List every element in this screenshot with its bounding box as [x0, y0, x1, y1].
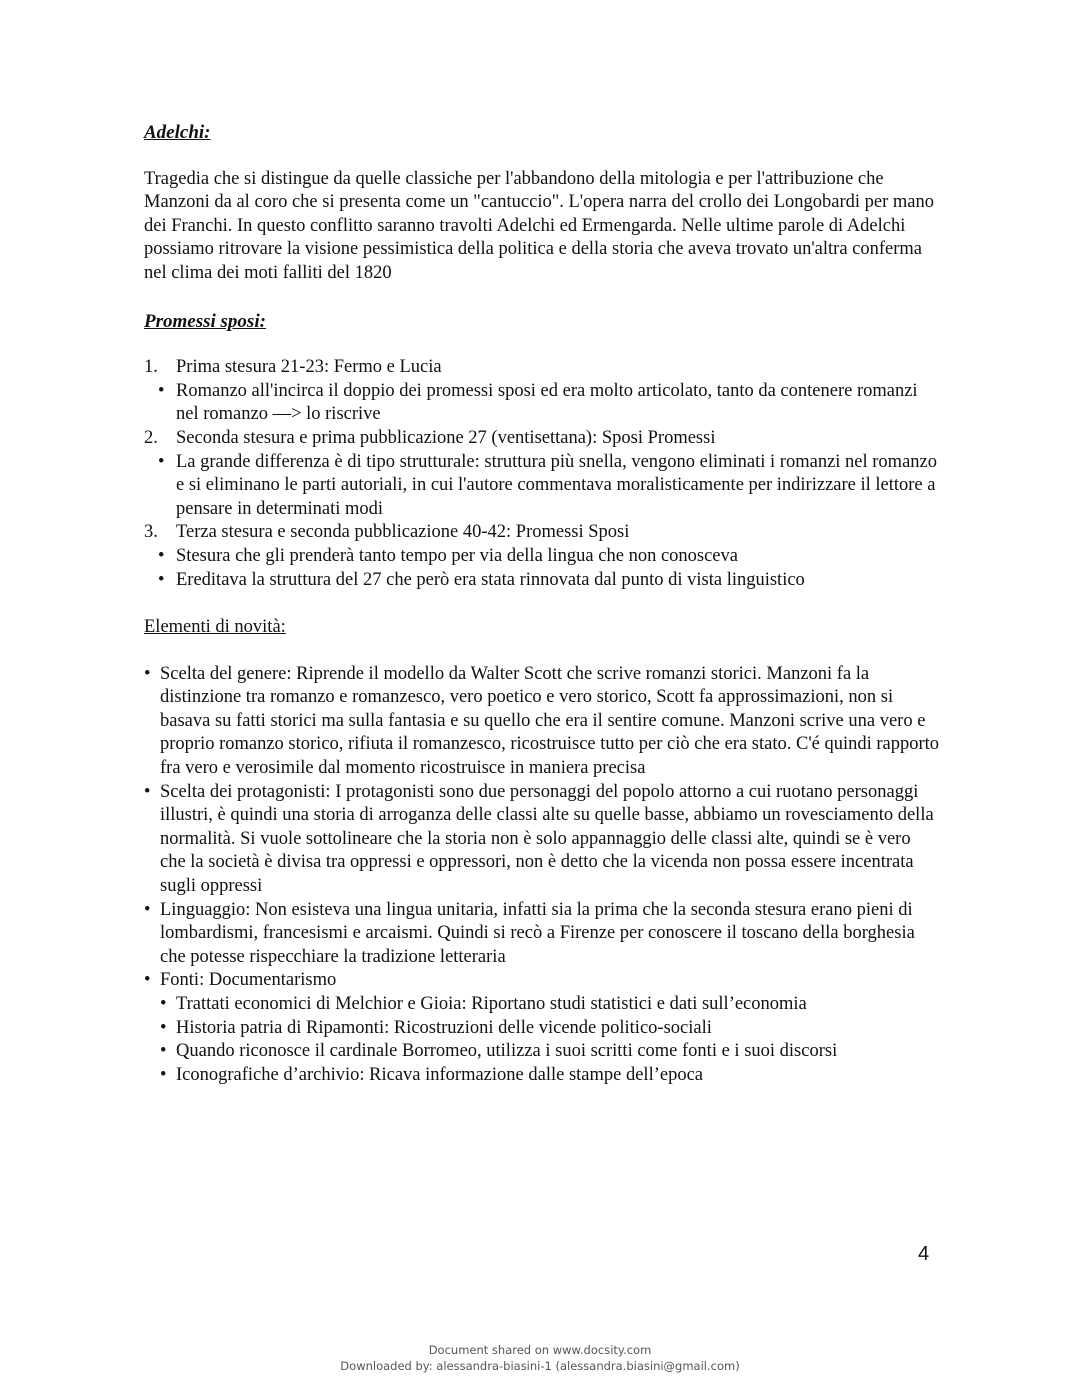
bullet-text: Quando riconosce il cardinale Borromeo, utilizza i suoi scritti come fonti e i suoi discorsi	[176, 1041, 838, 1062]
list-number: 1.	[144, 357, 158, 378]
stesura-bullets-3	[144, 545, 940, 592]
stesura-item-2	[144, 427, 940, 451]
list-item	[144, 663, 940, 781]
adelchi-paragraph: Tragedia che si distingue da quelle classiche per l'abbandono della mitologia e per l'attribuzione che Manzoni da al coro che si presenta come un "cantuccio". L'opera narra del crollo dei Longobardi per mano dei Franchi. In questo conflitto saranno travolti Adelchi ed Ermengarda. Nelle ultime parole di Adelchi possiamo ritrovare la visione pessimistica della politica e della storia che aveva trovato un'altra conferma nel clima dei moti falliti del 1820	[144, 168, 934, 283]
list-number: 3.	[144, 522, 158, 543]
bullet-icon: •	[160, 1041, 167, 1062]
footer-downloaded-line: Downloaded by: alessandra-biasini-1 (alessandra.biasini@gmail.com)	[340, 1359, 740, 1373]
bullet-icon: •	[158, 545, 165, 566]
bullet-text: Stesura che gli prenderà tanto tempo per via della lingua che non conosceva	[176, 545, 738, 566]
bullet-text: Fonti: Documentarismo	[160, 970, 337, 991]
stesura-text: Prima stesura 21-23: Fermo e Lucia	[176, 357, 442, 378]
stesura-bullets-2	[144, 451, 940, 522]
novita-list	[144, 663, 940, 1088]
stesure-list	[144, 356, 940, 592]
list-item	[144, 545, 940, 569]
bullet-text: Ereditava la struttura del 27 che però era stata rinnovata dal punto di vista linguistico	[176, 569, 805, 590]
bullet-text: Iconografiche d’archivio: Ricava informazione dalle stampe dell’epoca	[176, 1064, 704, 1085]
stesura-item-1	[144, 356, 940, 380]
bullet-text: Linguaggio: Non esisteva una lingua unitaria, infatti sia la prima che la seconda stesura erano pieni di lombardismi, francesismi e arcaismi. Quindi si recò a Firenze per conoscere il toscano della borghesia che potesse rispecchiare la tradizione letteraria	[160, 899, 915, 967]
bullet-text: Romanzo all'incirca il doppio dei promessi sposi ed era molto articolato, tanto da contenere romanzi nel romanzo —> lo riscrive	[176, 380, 918, 425]
list-item	[144, 451, 940, 522]
list-number: 2.	[144, 427, 158, 448]
bullet-icon: •	[144, 781, 151, 802]
list-item	[144, 781, 940, 899]
bullet-text: Trattati economici di Melchior e Gioia: Riportano studi statistici e dati sull’economia	[176, 994, 807, 1014]
section-heading-promessi-sposi: Promessi sposi:	[144, 310, 266, 332]
list-item	[144, 569, 940, 593]
bullet-icon: •	[158, 569, 165, 590]
bullet-text: Scelta del genere: Riprende il modello da Walter Scott che scrive romanzi storici. Manzoni fa la distinzione tra romanzo e romanzesco, vero poetico e vero storico, Scott fa approssimazioni, non si basava su fatti storici ma sulla fantasia e su quello che era il sentire comune. Manzoni scrive una vero e proprio romanzo storico, rifiuta il romanzesco, ricostruisce tutto per ciò che era stato. C'é quindi rapporto fra vero e verosimile dal momento ricostruisce in maniera precisa	[160, 663, 940, 779]
list-item	[144, 380, 940, 427]
bullet-icon: •	[160, 1064, 167, 1085]
fonti-list	[160, 993, 940, 1087]
list-item	[144, 969, 940, 1087]
bullet-icon: •	[144, 970, 151, 991]
bullet-text: Historia patria di Ripamonti: Ricostruzioni delle vicende politico-sociali	[176, 1017, 712, 1038]
bullet-icon: •	[144, 663, 151, 684]
list-item	[160, 1040, 940, 1064]
section-heading-adelchi: Adelchi:	[144, 122, 211, 143]
list-item	[160, 993, 940, 1017]
bullet-text: La grande differenza è di tipo strutturale: struttura più snella, vengono eliminati i romanzi nel romanzo e si eliminano le parti autoriali, in cui l'autore commentava moralisticamente per indirizzare il lettore a pensare in determinati modi	[176, 451, 937, 519]
list-item	[160, 1017, 940, 1041]
bullet-icon: •	[160, 994, 167, 1014]
list-item	[144, 899, 940, 970]
bullet-icon: •	[158, 380, 165, 401]
bullet-icon: •	[160, 1017, 167, 1038]
section-heading-elementi-novita: Elementi di novità:	[144, 617, 286, 638]
stesura-item-3	[144, 521, 940, 545]
stesura-text: Seconda stesura e prima pubblicazione 27 (ventisettana): Sposi Promessi	[176, 427, 716, 448]
page-content	[144, 121, 940, 1087]
bullet-icon: •	[144, 899, 151, 920]
bullet-icon: •	[158, 451, 165, 472]
stesura-bullets-1	[144, 380, 940, 427]
page-number: 4	[918, 1243, 930, 1265]
footer-shared-line: Document shared on www.docsity.com	[428, 1343, 652, 1357]
bullet-text: Scelta dei protagonisti: I protagonisti sono due personaggi del popolo attorno a cui ruotano personaggi illustri, è quindi una storia di arroganza delle classi alte su quelle basse, abbiamo un rovesciamento della normalità. Si vuole sottolineare che la storia non è solo appannaggio delle classi alte, quindi se è vero che la società è divisa tra oppressi e oppressori, non è detto che la vicenda non possa essere incentrata sugli oppressi	[160, 781, 934, 897]
stesura-text: Terza stesura e seconda pubblicazione 40-42: Promessi Sposi	[176, 522, 630, 543]
list-item	[160, 1064, 940, 1088]
